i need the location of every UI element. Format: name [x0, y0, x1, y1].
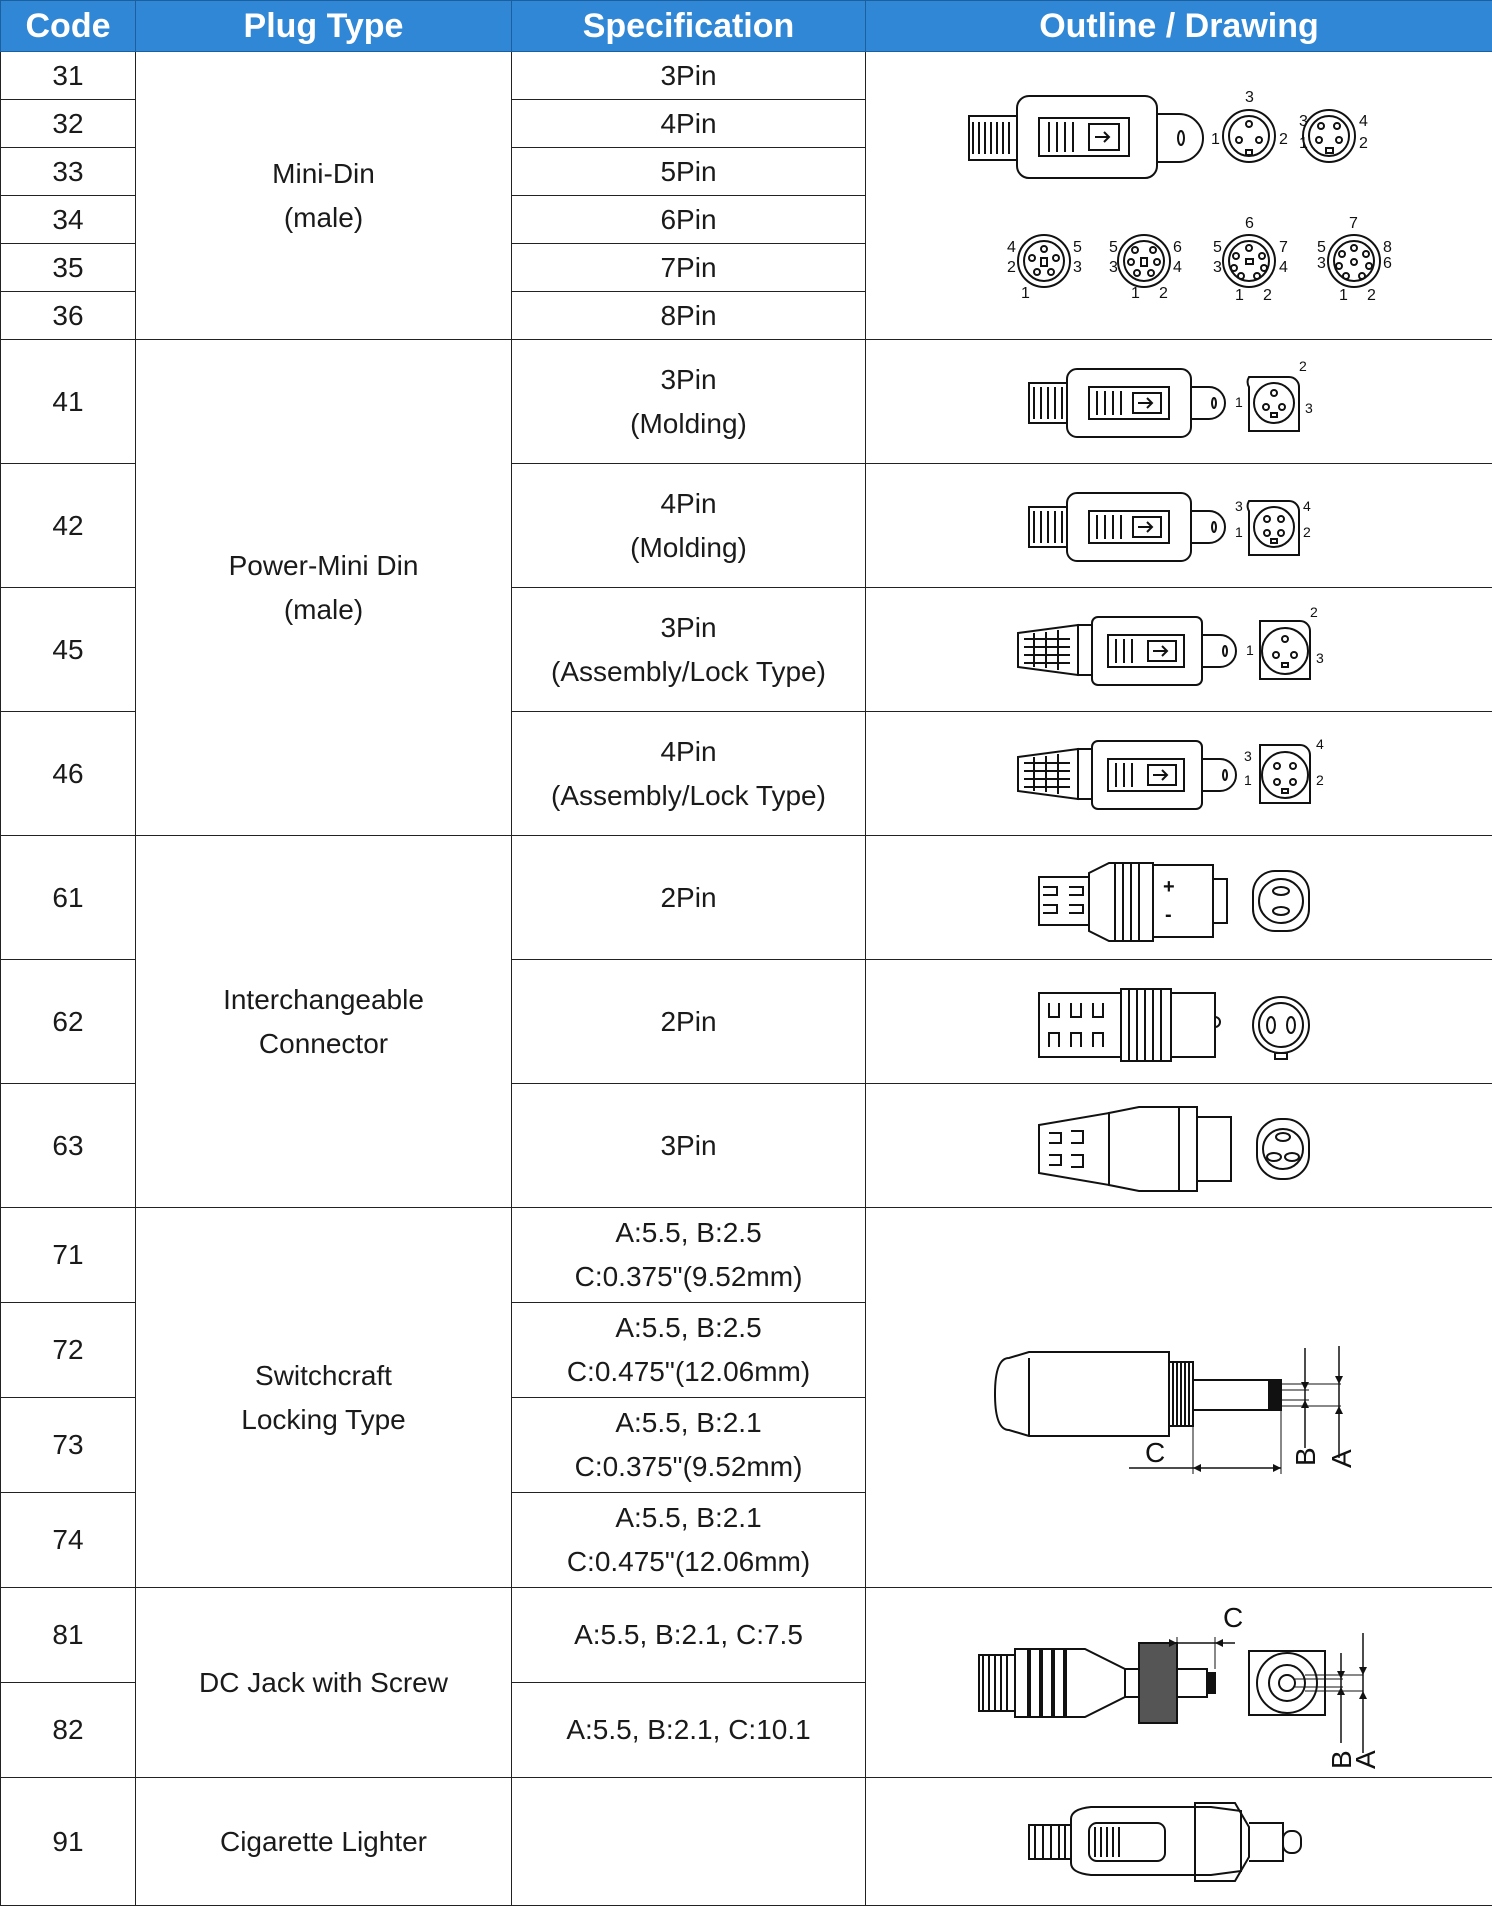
drawing-cell [866, 1208, 1492, 1588]
code-cell: 46 [1, 712, 136, 836]
code-cell: 91 [1, 1778, 136, 1906]
code-cell: 36 [1, 292, 136, 340]
pin-label: 1 [1235, 523, 1243, 540]
spec-cell [512, 1493, 866, 1588]
minidin-plug-icon [949, 66, 1409, 326]
power-din-plug-icon [1004, 595, 1354, 705]
pin-label: 3 [1316, 649, 1324, 666]
spec-cell: 8Pin [512, 292, 866, 340]
power-din-plug-icon [1009, 471, 1349, 581]
pin-label: 1 [1339, 286, 1348, 304]
plug-type-cell [136, 836, 512, 1208]
pin-label: 1 [1246, 641, 1254, 658]
code-cell: 31 [1, 52, 136, 100]
code-cell: 33 [1, 148, 136, 196]
dimension-label: B [1326, 1749, 1357, 1769]
header-drawing: Outline / Drawing [866, 1, 1492, 52]
polarity-label: - [1165, 903, 1172, 926]
drawing-cell [866, 1778, 1492, 1906]
plug-type-label: Power-Mini Din [228, 549, 419, 581]
pin-label: 1 [1021, 284, 1030, 302]
pin-label: 3 [1245, 88, 1254, 106]
spec-cell: 7Pin [512, 244, 866, 292]
drawing-cell [866, 960, 1492, 1084]
polarity-label: + [1163, 875, 1175, 898]
pin-label: 4 [1316, 735, 1324, 752]
code-cell: 73 [1, 1398, 136, 1493]
spec-cell: 2Pin [512, 836, 866, 960]
dimension-label: A [1326, 1448, 1357, 1468]
spec-cell [512, 1778, 866, 1906]
pin-label: 4 [1359, 112, 1368, 130]
pin-label: 3 [1317, 254, 1326, 272]
pin-label: 4 [1173, 258, 1182, 276]
plug-type-label: Mini-Din [272, 157, 375, 189]
drawing-cell [866, 1084, 1492, 1208]
pin-label: 2 [1007, 258, 1016, 276]
drawing-cell [866, 588, 1492, 712]
plug-type-sublabel: (male) [283, 201, 364, 233]
drawing-cell [866, 1588, 1492, 1778]
table-row [1, 52, 1492, 100]
plug-type-cell [136, 340, 512, 836]
table-row [1, 340, 1492, 464]
code-cell: 72 [1, 1303, 136, 1398]
pin-label: 2 [1359, 134, 1368, 152]
dimension-label: C [1145, 1436, 1166, 1468]
table-row [1, 1208, 1492, 1303]
spec-line-2: (Molding) [630, 407, 747, 439]
pin-label: 3 [1235, 497, 1243, 514]
table-row [1, 1588, 1492, 1683]
spec-cell [512, 588, 866, 712]
dimension-label: C [1223, 1601, 1244, 1633]
pin-label: 1 [1299, 134, 1308, 152]
code-cell: 81 [1, 1588, 136, 1683]
spec-line-2: C:0.375"(9.52mm) [574, 1451, 803, 1482]
switchcraft-plug-icon [969, 1298, 1389, 1498]
spec-line-1: 3Pin [660, 611, 717, 643]
pin-label: 6 [1173, 238, 1182, 256]
pin-label: 3 [1073, 258, 1082, 276]
spec-line-1: A:5.5, B:2.5 [615, 1312, 762, 1343]
pin-label: 6 [1383, 254, 1392, 272]
spec-cell [512, 1398, 866, 1493]
code-cell: 42 [1, 464, 136, 588]
table-row [1, 836, 1492, 960]
table-row [1, 1778, 1492, 1906]
plug-type-sublabel: (male) [283, 593, 364, 625]
pin-label: 3 [1305, 399, 1313, 416]
pin-label: 2 [1310, 603, 1318, 620]
code-cell: 82 [1, 1683, 136, 1778]
pin-label: 2 [1279, 130, 1288, 148]
drawing-cell [866, 52, 1492, 340]
dimension-label: A [1350, 1749, 1381, 1769]
pin-label: 2 [1367, 286, 1376, 304]
pin-label: 2 [1303, 523, 1311, 540]
spec-cell [512, 464, 866, 588]
interchangeable-connector-icon [1019, 967, 1339, 1077]
spec-cell [512, 340, 866, 464]
pin-label: 2 [1299, 357, 1307, 374]
plug-type-cell [136, 1208, 512, 1588]
header-plug-type: Plug Type [136, 1, 512, 52]
drawing-cell [866, 836, 1492, 960]
pin-label: 1 [1235, 286, 1244, 304]
pin-label: 7 [1279, 238, 1288, 256]
code-cell: 35 [1, 244, 136, 292]
spec-line-1: A:5.5, B:2.1 [615, 1407, 762, 1438]
code-cell: 32 [1, 100, 136, 148]
pin-label: 3 [1299, 112, 1308, 130]
spec-cell: A:5.5, B:2.1, C:10.1 [512, 1683, 866, 1778]
pin-label: 8 [1383, 238, 1392, 256]
plug-type-cell [136, 1588, 512, 1778]
pin-label: 3 [1244, 747, 1252, 764]
spec-line-2: (Molding) [630, 531, 747, 563]
drawing-cell [866, 464, 1492, 588]
plug-type-label: Cigarette Lighter [219, 1825, 427, 1857]
spec-cell: 2Pin [512, 960, 866, 1084]
spec-line-1: A:5.5, B:2.5 [615, 1217, 762, 1248]
dimension-label: B [1290, 1446, 1321, 1466]
spec-line-1: 4Pin [660, 735, 717, 767]
spec-line-2: (Assembly/Lock Type) [551, 655, 826, 687]
plug-type-label: Interchangeable [223, 983, 424, 1015]
spec-cell [512, 1303, 866, 1398]
spec-cell: A:5.5, B:2.1, C:7.5 [512, 1588, 866, 1683]
code-cell: 34 [1, 196, 136, 244]
code-cell: 41 [1, 340, 136, 464]
pin-label: 3 [1213, 258, 1222, 276]
spec-cell: 5Pin [512, 148, 866, 196]
header-row [1, 1, 1492, 52]
cigarette-lighter-icon [1009, 1787, 1349, 1897]
pin-label: 1 [1235, 393, 1243, 410]
pin-label: 1 [1131, 284, 1140, 302]
pin-label: 6 [1245, 214, 1254, 232]
code-cell: 63 [1, 1084, 136, 1208]
pin-label: 2 [1159, 284, 1168, 302]
spec-line-1: A:5.5, B:2.1 [615, 1502, 762, 1533]
spec-cell [512, 1208, 866, 1303]
pin-label: 5 [1109, 238, 1118, 256]
code-cell: 74 [1, 1493, 136, 1588]
spec-line-2: C:0.475"(12.06mm) [566, 1356, 811, 1387]
pin-label: 5 [1213, 238, 1222, 256]
spec-line-2: (Assembly/Lock Type) [551, 779, 826, 811]
interchangeable-connector-icon [1019, 843, 1339, 953]
spec-cell: 3Pin [512, 52, 866, 100]
pin-label: 7 [1349, 214, 1358, 232]
interchangeable-connector-icon [1019, 1091, 1339, 1201]
pin-label: 2 [1316, 771, 1324, 788]
pin-label: 4 [1303, 497, 1311, 514]
plug-type-sublabel: Connector [258, 1027, 389, 1059]
drawing-cell [866, 340, 1492, 464]
drawing-cell [866, 712, 1492, 836]
plug-type-sublabel: Locking Type [241, 1403, 406, 1435]
plug-type-cell [136, 1778, 512, 1906]
pin-label: 2 [1263, 286, 1272, 304]
code-cell: 45 [1, 588, 136, 712]
pin-label: 5 [1073, 238, 1082, 256]
header-specification: Specification [512, 1, 866, 52]
plug-type-label: Switchcraft [255, 1359, 392, 1391]
plug-type-label: DC Jack with Screw [199, 1666, 448, 1698]
plug-type-cell [136, 52, 512, 340]
spec-line-2: C:0.375"(9.52mm) [574, 1261, 803, 1292]
header-code: Code [1, 1, 136, 52]
spec-line-1: 3Pin [660, 363, 717, 395]
pin-label: 3 [1109, 258, 1118, 276]
power-din-plug-icon [1004, 719, 1354, 829]
pin-label: 1 [1211, 130, 1220, 148]
spec-cell [512, 712, 866, 836]
spec-line-2: C:0.475"(12.06mm) [566, 1546, 811, 1577]
dc-jack-icon [959, 1593, 1399, 1773]
pin-label: 5 [1317, 238, 1326, 256]
code-cell: 62 [1, 960, 136, 1084]
spec-cell: 4Pin [512, 100, 866, 148]
spec-line-1: 4Pin [660, 487, 717, 519]
spec-cell: 3Pin [512, 1084, 866, 1208]
power-din-plug-icon [1009, 347, 1349, 457]
pin-label: 1 [1244, 771, 1252, 788]
pin-label: 4 [1007, 238, 1016, 256]
pin-label: 4 [1279, 258, 1288, 276]
code-cell: 61 [1, 836, 136, 960]
code-cell: 71 [1, 1208, 136, 1303]
spec-cell: 6Pin [512, 196, 866, 244]
